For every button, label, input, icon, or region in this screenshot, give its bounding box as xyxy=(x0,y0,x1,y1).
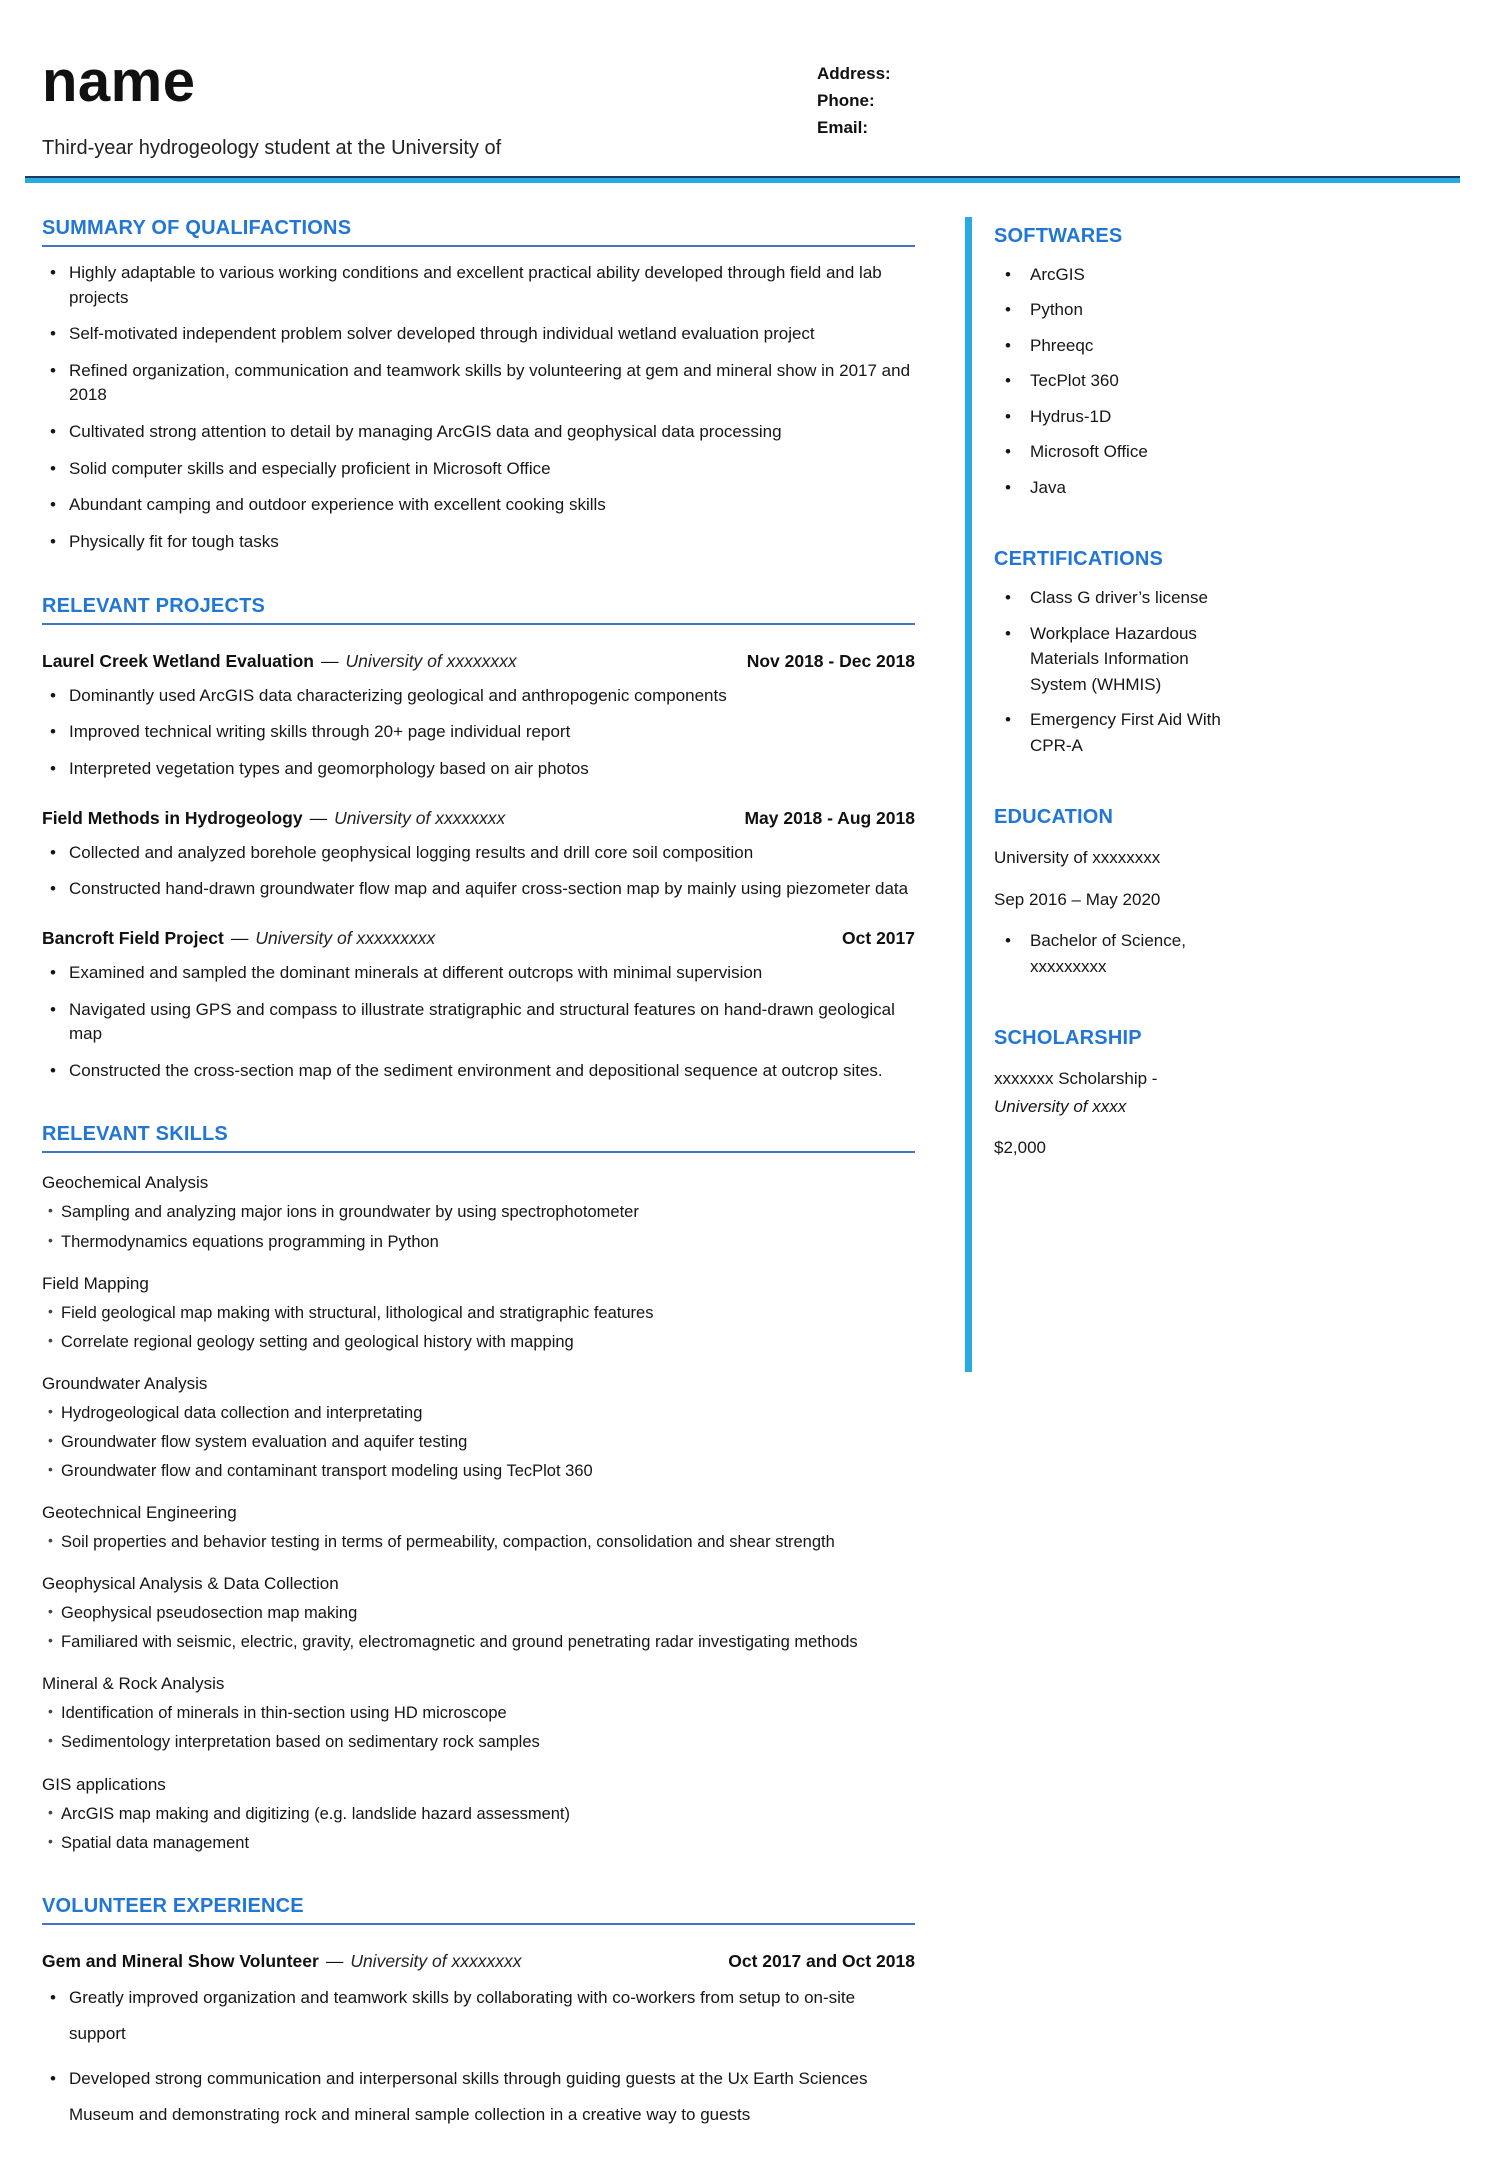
education-degree-list xyxy=(994,928,1222,979)
skills-group xyxy=(42,1374,915,1483)
dash-separator: — xyxy=(320,650,339,671)
volunteer-bullet: • Greatly improved organization and teamwork skills by collaborating with co-workers from setup to on-site support xyxy=(42,1980,915,2053)
section-title-volunteer: VOLUNTEER EXPERIENCE xyxy=(42,1895,915,1925)
dash-separator: — xyxy=(230,927,249,948)
section-title-summary: SUMMARY OF QUALIFACTIONS xyxy=(42,217,915,247)
project-bullet-list xyxy=(42,841,915,902)
certification-item: • Class G driver’s license xyxy=(994,585,1222,611)
skills-group-label: Geophysical Analysis & Data Collection xyxy=(42,1574,339,1594)
softwares-list xyxy=(994,262,1222,501)
skill-item: • Correlate regional geology setting and geological history with mapping xyxy=(42,1331,915,1354)
address-label: Address: xyxy=(817,64,891,83)
skills-group-label: GIS applications xyxy=(42,1774,166,1794)
skills-group-label: Mineral & Rock Analysis xyxy=(42,1674,225,1694)
software-item: • ArcGIS xyxy=(994,262,1222,288)
education-degree: • Bachelor of Science, xxxxxxxxx xyxy=(994,928,1222,979)
headline: Third-year hydrogeology student at the University of xyxy=(42,136,502,159)
scholarship-university: University of xxxx xyxy=(994,1096,1127,1116)
project-entry-header xyxy=(42,651,915,672)
volunteer-organization: University of xxxxxxxx xyxy=(350,1950,522,1971)
skills-group xyxy=(42,1503,915,1554)
project-bullet: • Dominantly used ArcGIS data characterizing geological and anthropogenic components xyxy=(42,684,915,709)
education-school: University of xxxxxxxx xyxy=(994,848,1161,868)
project-organization: University of xxxxxxxx xyxy=(334,807,506,828)
email-label: Email: xyxy=(817,118,869,137)
summary-bullet: • Physically fit for tough tasks xyxy=(42,530,915,555)
contact-block xyxy=(817,64,891,145)
dash-separator: — xyxy=(309,807,328,828)
software-item: • TecPlot 360 xyxy=(994,368,1222,394)
project-name: Laurel Creek Wetland Evaluation xyxy=(42,650,314,671)
volunteer-role: Gem and Mineral Show Volunteer xyxy=(42,1950,319,1971)
project-bullet: • Constructed the cross-section map of the sediment environment and depositional sequence at outcrop sites. xyxy=(42,1059,915,1084)
skills-group-label: Groundwater Analysis xyxy=(42,1373,208,1393)
skill-item: • Geophysical pseudosection map making xyxy=(42,1602,915,1625)
summary-bullet: • Solid computer skills and especially proficient in Microsoft Office xyxy=(42,457,915,482)
software-item: • Python xyxy=(994,297,1222,323)
skills-list xyxy=(42,1702,915,1754)
volunteer-bullet: • Developed strong communication and interpersonal skills through guiding guests at the Ux Earth Sciences Museum and demonstrating rock and mineral sample collection in a creative way to guests xyxy=(42,2061,915,2134)
certification-item: • Emergency First Aid With CPR-A xyxy=(994,707,1222,758)
skills-group xyxy=(42,1173,915,1253)
project-bullet: • Collected and analyzed borehole geophysical logging results and drill core soil composition xyxy=(42,841,915,866)
summary-list xyxy=(42,261,915,555)
certification-item: • Workplace Hazardous Materials Information System (WHMIS) xyxy=(994,621,1222,698)
sidebar-title-certifications: CERTIFICATIONS xyxy=(994,548,1164,571)
scholarship-amount: $2,000 xyxy=(994,1138,1046,1158)
skills-group-label: Geotechnical Engineering xyxy=(42,1503,237,1523)
skill-item: • Field geological map making with structural, lithological and stratigraphic features xyxy=(42,1302,915,1325)
sidebar xyxy=(965,217,1222,1372)
sidebar-title-education: EDUCATION xyxy=(994,806,1114,829)
skill-item: • Familiared with seismic, electric, gravity, electromagnetic and ground penetrating radar investigating methods xyxy=(42,1631,915,1654)
sidebar-title-scholarship: SCHOLARSHIP xyxy=(994,1027,1142,1050)
skills-list xyxy=(42,1602,915,1654)
resume-header xyxy=(42,49,1460,160)
phone-label: Phone: xyxy=(817,91,875,110)
content-columns xyxy=(42,217,1460,2142)
project-bullet-list xyxy=(42,684,915,782)
project-bullet: • Navigated using GPS and compass to illustrate stratigraphic and structural features on hand-drawn geological map xyxy=(42,998,915,1047)
project-organization: University of xxxxxxxxx xyxy=(255,927,436,948)
project-name: Bancroft Field Project xyxy=(42,927,224,948)
volunteer-date: Oct 2017 and Oct 2018 xyxy=(728,1950,915,1971)
project-name: Field Methods in Hydrogeology xyxy=(42,807,303,828)
project-organization: University of xxxxxxxx xyxy=(345,650,517,671)
project-bullet: • Examined and sampled the dominant minerals at different outcrops with minimal supervision xyxy=(42,961,915,986)
header-divider xyxy=(25,176,1460,183)
skill-item: • Groundwater flow and contaminant transport modeling using TecPlot 360 xyxy=(42,1460,915,1483)
skills-list xyxy=(42,1803,915,1855)
software-item: • Phreeqc xyxy=(994,333,1222,359)
software-item: • Microsoft Office xyxy=(994,439,1222,465)
skills-group xyxy=(42,1674,915,1754)
education-dates: Sep 2016 – May 2020 xyxy=(994,889,1161,909)
skill-item: • Groundwater flow system evaluation and aquifer testing xyxy=(42,1431,915,1454)
project-bullet: • Interpreted vegetation types and geomorphology based on air photos xyxy=(42,757,915,782)
skills-group xyxy=(42,1775,915,1855)
skills-list xyxy=(42,1402,915,1483)
volunteer-bullet-list xyxy=(42,1980,915,2134)
summary-bullet: • Self-motivated independent problem solver developed through individual wetland evaluation project xyxy=(42,322,915,347)
sidebar-title-softwares: SOFTWARES xyxy=(994,224,1123,247)
skill-item: • Spatial data management xyxy=(42,1832,915,1855)
skills-group xyxy=(42,1574,915,1654)
skill-item: • Sampling and analyzing major ions in groundwater by using spectrophotometer xyxy=(42,1201,915,1224)
skills-list xyxy=(42,1531,915,1554)
scholarship-name: xxxxxxx Scholarship - xyxy=(994,1069,1158,1089)
skills-group-label: Geochemical Analysis xyxy=(42,1173,209,1193)
section-title-projects: RELEVANT PROJECTS xyxy=(42,595,915,625)
skill-item: • Sedimentology interpretation based on sedimentary rock samples xyxy=(42,1731,915,1754)
main-column xyxy=(42,217,915,2142)
volunteer-entry-header xyxy=(42,1951,915,1972)
skill-item: • Soil properties and behavior testing in terms of permeability, compaction, consolidation and shear strength xyxy=(42,1531,915,1554)
summary-bullet: • Abundant camping and outdoor experience with excellent cooking skills xyxy=(42,493,915,518)
project-bullet-list xyxy=(42,961,915,1084)
skills-group-label: Field Mapping xyxy=(42,1273,149,1293)
section-title-skills: RELEVANT SKILLS xyxy=(42,1123,915,1153)
software-item: • Hydrus-1D xyxy=(994,404,1222,430)
certifications-list xyxy=(994,585,1222,758)
project-date: Oct 2017 xyxy=(842,927,915,948)
project-bullet: • Constructed hand-drawn groundwater flow map and aquifer cross-section map by mainly using piezometer data xyxy=(42,877,915,902)
project-date: May 2018 - Aug 2018 xyxy=(744,807,915,828)
project-date: Nov 2018 - Dec 2018 xyxy=(746,650,915,671)
skill-item: • Identification of minerals in thin-section using HD microscope xyxy=(42,1702,915,1725)
dash-separator: — xyxy=(325,1950,344,1971)
candidate-name: name xyxy=(42,49,196,114)
skills-list xyxy=(42,1201,915,1253)
summary-bullet: • Cultivated strong attention to detail by managing ArcGIS data and geophysical data processing xyxy=(42,420,915,445)
project-entry-header xyxy=(42,928,915,949)
summary-bullet: • Highly adaptable to various working conditions and excellent practical ability developed through field and lab projects xyxy=(42,261,915,310)
skills-group xyxy=(42,1274,915,1354)
skills-list xyxy=(42,1302,915,1354)
project-bullet: • Improved technical writing skills through 20+ page individual report xyxy=(42,720,915,745)
skill-item: • Hydrogeological data collection and interpretating xyxy=(42,1402,915,1425)
project-entry-header xyxy=(42,808,915,829)
skill-item: • ArcGIS map making and digitizing (e.g. landslide hazard assessment) xyxy=(42,1803,915,1826)
skill-item: • Thermodynamics equations programming in Python xyxy=(42,1231,915,1254)
summary-bullet: • Refined organization, communication and teamwork skills by volunteering at gem and mineral show in 2017 and 2018 xyxy=(42,359,915,408)
software-item: • Java xyxy=(994,475,1222,501)
